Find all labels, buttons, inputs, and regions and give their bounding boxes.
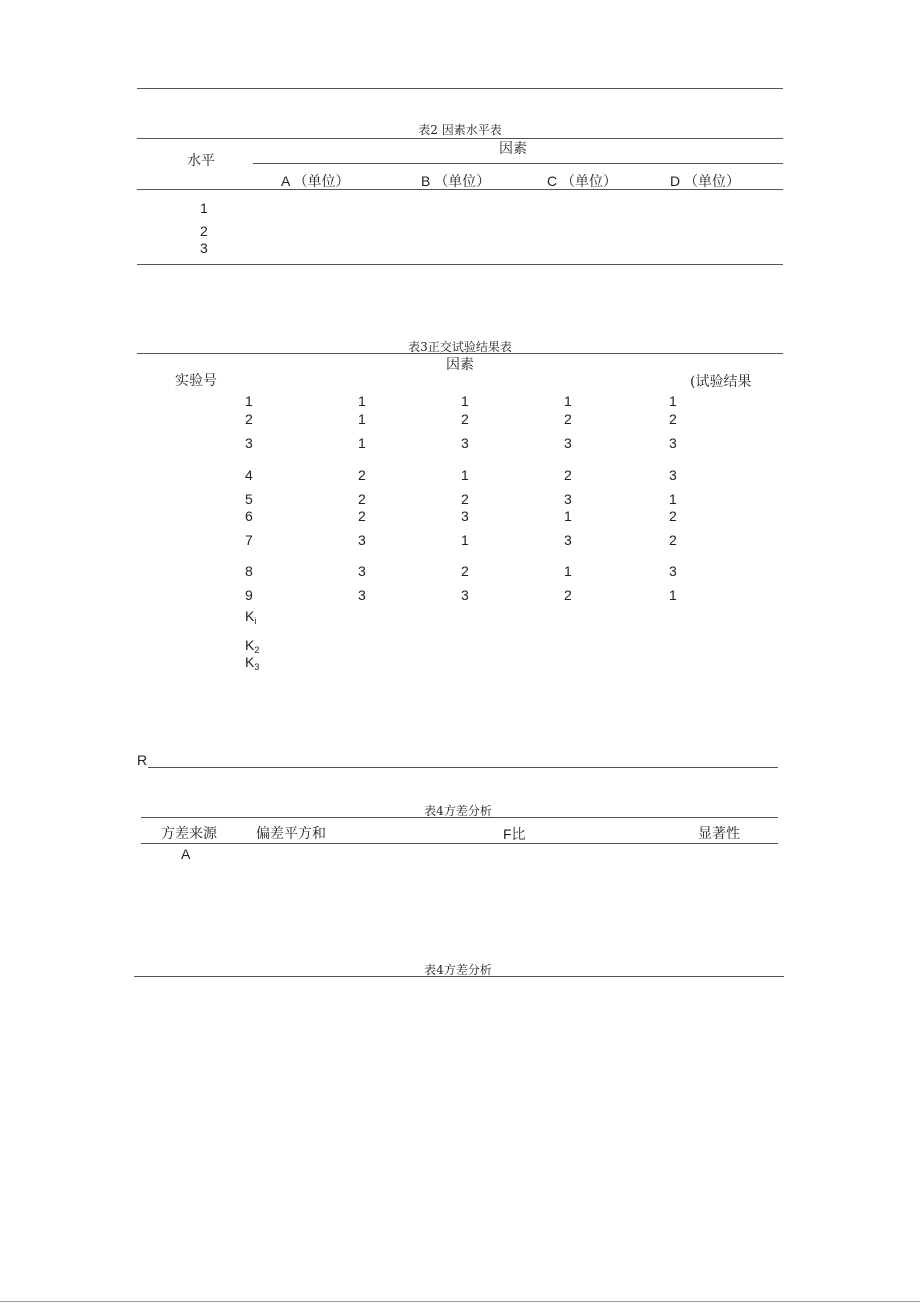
table4a-header-source: 方差来源 (161, 826, 217, 842)
table3-cell: 3 (461, 587, 469, 603)
top-rule (137, 88, 783, 89)
table2-factor-rule (253, 163, 783, 164)
table4a-header-f: F比 (503, 826, 526, 842)
table2-level-1: 1 (200, 200, 208, 216)
table3-run-number: 6 (245, 508, 253, 524)
table3-k3-label: $K_3$ (245, 654, 260, 672)
table3-bottom-rule (148, 767, 778, 768)
table3-run-number: 3 (245, 435, 253, 451)
table2-bottom-rule (137, 264, 783, 265)
table3-run-number: 7 (245, 532, 253, 548)
table3-cell: 3 (669, 435, 677, 451)
table3-cell: 2 (358, 508, 366, 524)
table3-run-header: 实验号 (175, 373, 217, 389)
table3-top-rule (137, 353, 783, 354)
table3-cell: 3 (564, 435, 572, 451)
table2-caption: 表2 因素水平表 (418, 123, 502, 137)
table2-header-rule (137, 189, 783, 190)
table3-factor-header: 因素 (446, 357, 474, 373)
table3-cell: 1 (564, 393, 572, 409)
table3-cell: 3 (564, 491, 572, 507)
table3-cell: 2 (669, 411, 677, 427)
table3-cell: 1 (669, 587, 677, 603)
table2-col-a: A （单位） (281, 173, 350, 189)
table2-col-d: D （单位） (670, 173, 740, 189)
table3-cell: 2 (461, 491, 469, 507)
table3-run-number: 4 (245, 467, 253, 483)
table2-top-rule (137, 138, 783, 139)
table2-level-2: 2 (200, 223, 208, 239)
table3-cell: 3 (461, 435, 469, 451)
table3-run-number: 2 (245, 411, 253, 427)
table3-cell: 2 (461, 411, 469, 427)
table3-cell: 1 (358, 435, 366, 451)
table3-run-number: 1 (245, 393, 253, 409)
table2-level-header: 水平 (187, 153, 215, 169)
table2-col-b: B （单位） (421, 173, 491, 189)
page-bottom-rule (0, 1301, 920, 1302)
table4a-row-a: A (181, 846, 191, 862)
table4b-caption: 表4方差分析 (424, 963, 492, 977)
table3-cell: 1 (358, 411, 366, 427)
table4b-top-rule (134, 976, 784, 977)
table3-cell: 2 (564, 467, 572, 483)
table3-cell: 1 (564, 508, 572, 524)
table3-cell: 2 (669, 532, 677, 548)
table3-cell: 3 (358, 563, 366, 579)
table3-cell: 3 (564, 532, 572, 548)
table3-cell: 2 (358, 491, 366, 507)
table3-caption: 表3正交试验结果表 (408, 340, 512, 354)
table4a-caption: 表4方差分析 (424, 804, 492, 818)
table3-cell: 1 (461, 532, 469, 548)
table3-cell: 1 (461, 467, 469, 483)
table4a-header-sig: 显著性 (698, 826, 740, 842)
table3-cell: 1 (564, 563, 572, 579)
table3-cell: 3 (669, 563, 677, 579)
table4a-header-rule (141, 843, 778, 844)
table2-level-3: 3 (200, 240, 208, 256)
table3-run-number: 8 (245, 563, 253, 579)
table3-cell: 3 (358, 587, 366, 603)
table2-col-c: C （单位） (547, 173, 617, 189)
table3-cell: 3 (669, 467, 677, 483)
table3-cell: 2 (461, 563, 469, 579)
table3-run-number: 9 (245, 587, 253, 603)
table3-cell: 2 (358, 467, 366, 483)
table4a-top-rule (141, 817, 778, 818)
table3-cell: 1 (669, 393, 677, 409)
table3-cell: 2 (669, 508, 677, 524)
table3-result-header: (试验结果 (690, 374, 752, 390)
table4a-header-ss: 偏差平方和 (256, 826, 326, 842)
table3-k1-label: $K_i$ (245, 608, 257, 626)
table3-cell: 2 (564, 587, 572, 603)
table3-r-label: R (137, 752, 148, 768)
table3-cell: 3 (358, 532, 366, 548)
table2-factor-header: 因素 (499, 141, 527, 157)
table3-cell: 3 (461, 508, 469, 524)
table3-cell: 1 (669, 491, 677, 507)
table3-run-number: 5 (245, 491, 253, 507)
table3-cell: 1 (461, 393, 469, 409)
table3-k2-label: $K_2$ (245, 637, 260, 655)
table3-cell: 1 (358, 393, 366, 409)
table3-cell: 2 (564, 411, 572, 427)
